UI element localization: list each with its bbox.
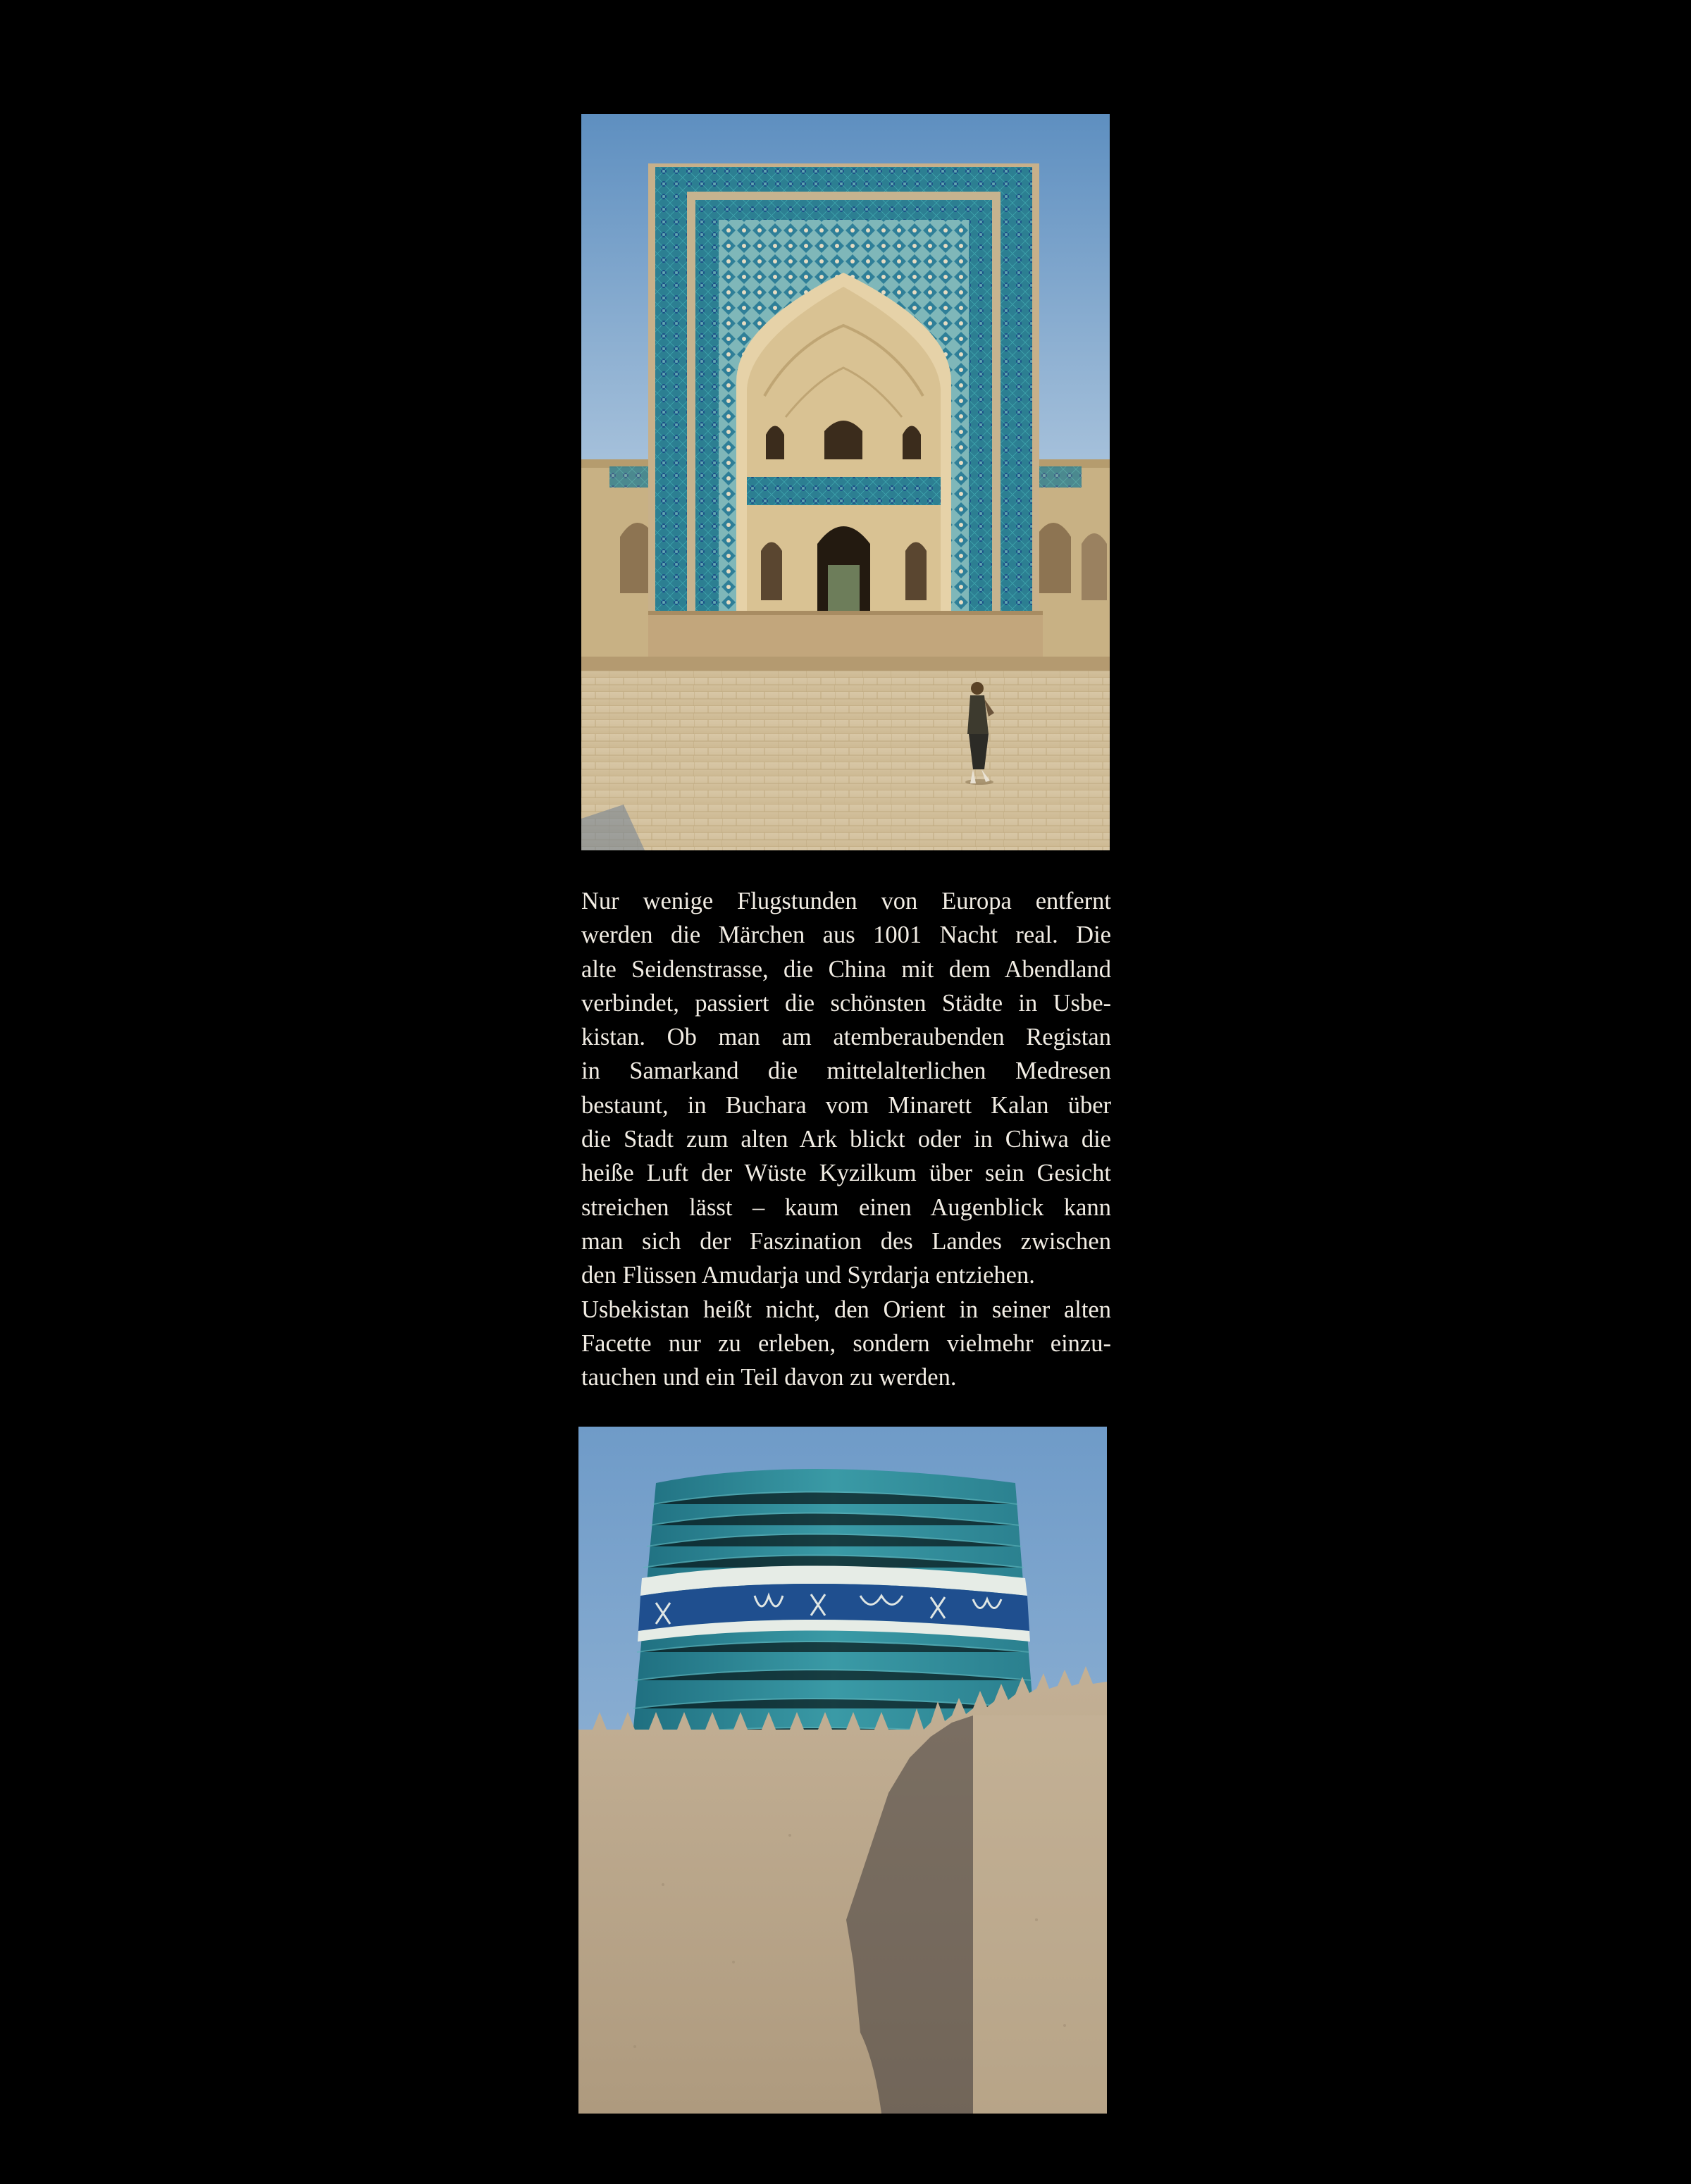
text-line: Usbekistan heißt nicht, den Orient in seiner alten (581, 1296, 1111, 1323)
madrasah-portal-illustration (581, 114, 1110, 850)
minaret-wall-photo (578, 1427, 1107, 2114)
minaret-wall-illustration (578, 1427, 1107, 2114)
text-line: man sich der Faszination des Landes zwischen (581, 1227, 1111, 1255)
text-line: werden die Märchen aus 1001 Nacht real. Die (581, 922, 1111, 949)
text-line: Facette nur zu erleben, sondern vielmehr einzu- (581, 1329, 1111, 1357)
text-line: in Samarkand die mittelalterlichen Medresen (581, 1057, 1111, 1085)
text-line: tauchen und ein Teil davon zu werden. (581, 1364, 957, 1391)
madrasah-portal-photo (581, 114, 1110, 850)
text-line: streichen lässt – kaum einen Augenblick kann (581, 1193, 1111, 1221)
text-line: bestaunt, in Buchara vom Minarett Kalan über (581, 1091, 1111, 1119)
text-line: den Flüssen Amudarja und Syrdarja entziehen. (581, 1262, 1035, 1289)
text-line: Nur wenige Flugstunden von Europa entfernt (581, 888, 1111, 914)
text-line: verbindet, passiert die schönsten Städte in Usbe- (581, 989, 1111, 1017)
intro-paragraph (581, 884, 1111, 1394)
text-line: die Stadt zum alten Ark blickt oder in Chiwa die (581, 1126, 1111, 1153)
text-line: heiße Luft der Wüste Kyzilkum über sein Gesicht (581, 1160, 1111, 1187)
text-line: kistan. Ob man am atemberaubenden Registan (581, 1024, 1111, 1051)
text-line: alte Seidenstrasse, die China mit dem Abendland (581, 955, 1111, 983)
